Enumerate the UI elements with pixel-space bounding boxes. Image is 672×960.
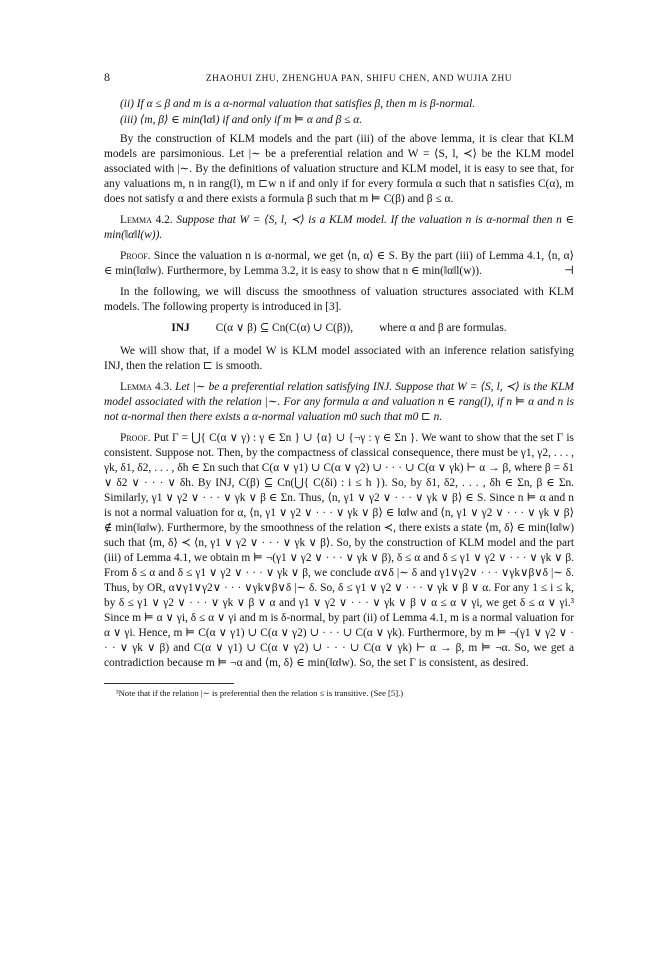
inj-property xyxy=(104,321,574,336)
qed-symbol: ⊣ xyxy=(564,265,574,277)
proof-label: Proof. xyxy=(120,432,151,444)
footnote: ³Note that if the relation |∼ is preferential then the relation ≤ is transitive. (See [5].) xyxy=(116,688,404,698)
paragraph-inj-smooth: We will show that, if a model W is KLM model associated with an inference relation satisfying INJ, then the relation ⊏ is smooth. xyxy=(104,345,574,372)
lemma-4-3 xyxy=(104,380,574,425)
lemma-label: Lemma 4.3. xyxy=(120,381,173,393)
lemma-item-iii: (iii) ⟨m, β⟩ ∈ min(‖α‖) if and only if m ⊨ α and β ≤ α. xyxy=(120,114,363,126)
lemma-label: Lemma 4.2. xyxy=(120,214,173,226)
running-header xyxy=(104,70,574,87)
proof-text: Put Γ = ⋃{ C(α ∨ γ) : γ ∈ Σn } ∪ {α} ∪ {¬γ : γ ∈ Σn }. We want to show that the set Γ is consistent. Suppose not. Then, by the compactness of classical consequence, there must be γ1, γ2, . . . , γk, δ1, δ2, . . . , δh ∈ Σn such that C(α ∨ γ1) ∪ C(α ∨ γ2) ∪ · · · ∪ C(α ∨ γk) ⊢ α → β, where β = δ1 ∨ δ2 ∨ · · · ∨ δh. By INJ, C(β) ⊆ Cn(⋃{ C(δi) : i ≤ h }). So, by δ1, δ2, . . . , δh ∈ Σn, β ∈ Σn. Similarly, γ1 ∨ γ2 ∨ · · · ∨ γk ∨ β ∈ Σn. Thus, ⟨n, γ1 ∨ γ2 ∨ · · · ∨ γk ∨ β⟩ ∈ S. Since n ⊨ α and n is not a normal valuation for α, ⟨n, γ1 ∨ γ2 ∨ · · · ∨ γk ∨ β⟩ ∈ ‖α‖w and ⟨n, γ1 ∨ γ2 ∨ · · · ∨ γk ∨ β⟩ ∉ min(‖α‖w). Furthermore, by the smoothness of the relation ≺, there exists a state ⟨m, δ⟩ ∈ min(‖α‖w) such that ⟨m, δ⟩ ≺ ⟨n, γ1 ∨ γ2 ∨ · · · ∨ γk ∨ β⟩. So, by the construction of KLM model and the part (iii) of Lemma 4.1, we obtain m ⊨ ¬(γ1 ∨ γ2 ∨ · · · ∨ γk ∨ β), δ ≤ α and δ ≤ γ1 ∨ γ2 ∨ · · · ∨ γk ∨ β. From δ ≤ α and δ ≤ γ1 ∨ γ2 ∨ · · · ∨ γk ∨ β, we conclude α∨δ |∼ δ and γ1∨γ2∨ · · · ∨γk∨β∨δ |∼ δ. Thus, by OR, α∨γ1∨γ2∨ · · · ∨γk∨β∨δ |∼ δ. So, δ ≤ γ1 ∨ γ2 ∨ · · · ∨ γk ∨ β ∨ α. For any 1 ≤ i ≤ k, by δ ≤ γ1 ∨ γ2 ∨ · · · ∨ γk ∨ β ∨ α and γ1 ∨ γ2 ∨ · · · ∨ γk ∨ β ∨ α ≤ α ∨ γi, we get δ ≤ α ∨ γi.³ Since m ⊨ α ∨ γi, δ ≤ α ∨ γi and m is δ-normal, by part (ii) of Lemma 4.1, m is a normal valuation for α ∨ γi. Hence, m ⊨ C(α ∨ γ1) ∪ C(α ∨ γ2) ∪ · · · ∪ C(α ∨ γk). Furthermore, by m ⊨ ¬(γ1 ∨ γ2 ∨ · · · ∨ γk ∨ β) and C(α ∨ γ1) ∪ C(α ∨ γ2) ∪ · · · ∪ C(α ∨ γk) ⊢ α → β, m ⊨ ¬α. So, we get a contradiction because m ⊨ ¬α and ⟨m, δ⟩ ∈ min(‖α‖w). So, the set Γ is consistent, as desired. xyxy=(104,432,574,669)
running-title: ZHAOHUI ZHU, ZHENGHUA PAN, SHIFU CHEN, AND WUJIA ZHU xyxy=(205,74,513,84)
inj-label: INJ xyxy=(171,322,190,334)
proof-text: Since the valuation n is α-normal, we get ⟨n, α⟩ ∈ S. By the part (iii) of Lemma 4.1, ⟨n, α⟩ ∈ min(‖α‖w). Furthermore, by Lemma 3.2, it is easy to show that n ∈ min(‖α‖l(w)). xyxy=(104,250,574,277)
lemma-item-ii: (ii) If α ≤ β and m is a α-normal valuation that satisfies β, then m is β-normal. xyxy=(120,98,476,110)
proof-lemma-4-3 xyxy=(104,431,574,671)
footnote-rule xyxy=(104,683,234,684)
page-number: 8 xyxy=(104,70,110,84)
proof-label: Proof. xyxy=(120,250,151,262)
inj-formula: C(α ∨ β) ⊆ Cn(C(α) ∪ C(β)), xyxy=(215,322,354,334)
lemma-4-2 xyxy=(104,213,574,243)
paragraph-smoothness: In the following, we will discuss the smoothness of valuation structures associated with KLM models. The following property is introduced in [3]. xyxy=(104,286,574,313)
proof-lemma-4-2 xyxy=(104,249,574,279)
lemma-statement: Let |∼ be a preferential relation satisfying INJ. Suppose that W = ⟨S, l, ≺⟩ is the KLM model associated with the relation |∼. For any formula α and valuation n ∈ rang(l), if n ⊨ α and n is not α-normal then there exists a α-normal valuation m0 such that m0 ⊏ n. xyxy=(104,381,574,423)
page xyxy=(104,70,574,699)
paragraph-parsimonious: By the construction of KLM models and the part (iii) of the above lemma, it is clear that KLM models are parsimonious. Let |∼ be a preferential relation and W = ⟨S, l, ≺⟩ be the KLM model associated with |∼. By the definitions of valuation structure and KLM model, it is easy to see that, for any valuations m, n in rang(l), m ⊏w n if and only if for every formula α such that n satisfies C(α), m does not satisfy α and there exists a formula β such that m ⊨ C(β) and β ≤ α. xyxy=(104,133,574,205)
inj-condition: where α and β are formulas. xyxy=(379,322,507,334)
lemma-statement: Suppose that W = ⟨S, l, ≺⟩ is a KLM model. If the valuation n is α-normal then n ∈ min(‖α‖l(w)). xyxy=(104,214,574,241)
